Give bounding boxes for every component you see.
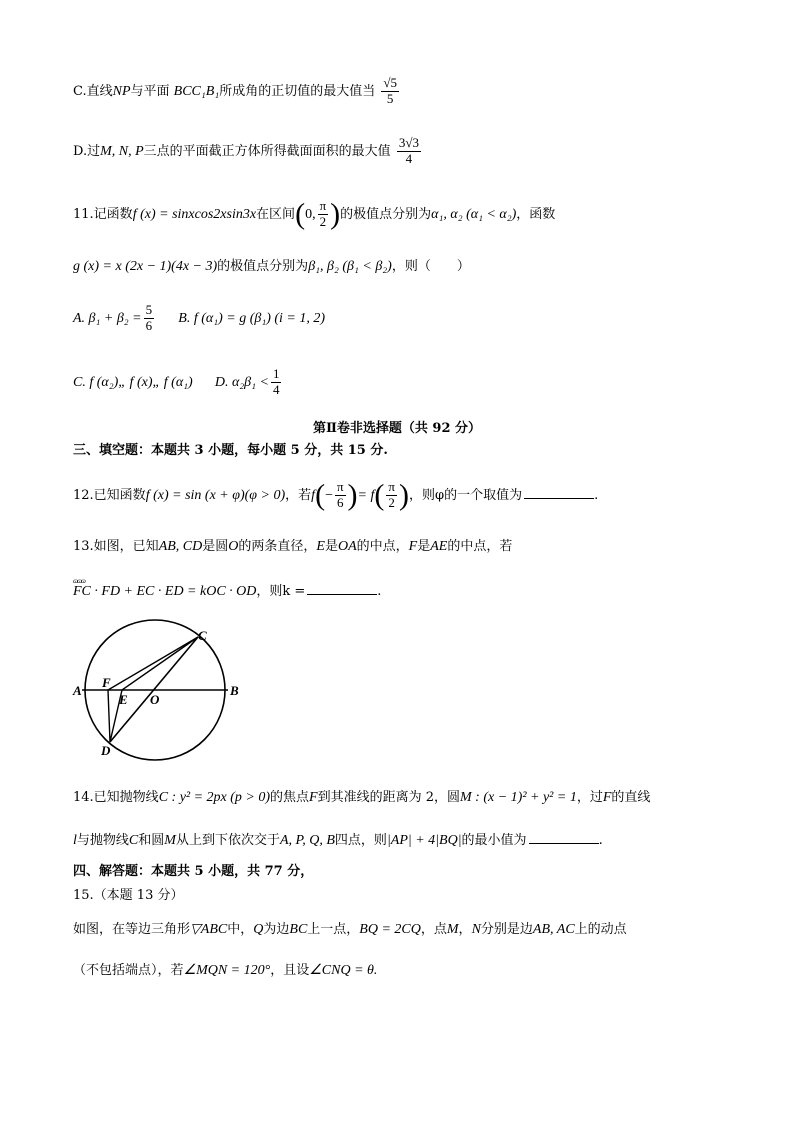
option-d-line: D.过M, N, P三点的平面截正方体所得截面面积的最大值 $\frac{3√3}{4}$	[73, 135, 419, 166]
q14-line1: 14.已知抛物线C : y² = 2px (p > 0)的焦点F到其准线的距离为 2，圆M : (x − 1)² + y² = 1，过F的直线	[73, 790, 651, 805]
q13-line2: ɷɷɷ FC · FD + EC · ED = kOC · OD，则k = .	[73, 582, 381, 601]
option-c-line: C.直线NP与平面 BCC₁B₁所成角的正切值的最大值当 $\frac{√5}{5}$	[73, 75, 397, 106]
answer-section-title: 四、解答题：本题共 5 小题，共 77 分，	[73, 864, 314, 879]
label-c: C	[198, 628, 207, 643]
q11-options-cd	[73, 367, 301, 398]
circle-diagram	[70, 615, 250, 765]
q11-options-ab	[73, 303, 343, 334]
vector-expression: ɷɷɷ FC · FD + EC · ED = kOC · OD	[73, 584, 256, 601]
q15-line2: （不包括端点），若∠MQN = 120°，且设∠CNQ = θ.	[73, 963, 378, 978]
section2-title: 第Ⅱ卷非选择题（共 92 分）	[312, 421, 482, 436]
fraction-sqrt5-over-5: $\frac{√5}{5}$	[383, 75, 397, 106]
q13-answer-blank[interactable]	[307, 582, 377, 595]
q11-option-d: D. α₂β₁ < $\frac{1}{4}$	[214, 366, 280, 397]
q15-line1: 如图，在等边三角形▽ABC中，Q为边BC上一点，BQ = 2CQ，点M，N分别是边AB, AC上的动点	[73, 922, 627, 937]
q14-answer-blank[interactable]	[529, 831, 599, 844]
q12-answer-blank[interactable]	[524, 486, 594, 499]
segment-fd	[108, 690, 110, 742]
label-a: A	[73, 683, 82, 698]
fill-in-section-title: 三、填空题：本题共 3 小题，每小题 5 分，共 15 分.	[73, 443, 388, 458]
label-d: D	[101, 743, 111, 758]
fraction-pi-over-2: $\frac{\pi}{2}$	[319, 198, 327, 229]
q11-option-b: B. f (α₁) = g (β₁) (i = 1, 2)	[178, 310, 326, 326]
label-o: O	[150, 692, 160, 707]
segment-fc	[108, 637, 198, 690]
q11-option-c: C. f (α₂)„ f (x)„ f (α₁)	[73, 374, 193, 390]
fraction-3sqrt3-over-4: $\frac{3√3}{4}$	[398, 135, 419, 166]
q14-line2: l与抛物线C和圆M从上到下依次交于A, P, Q, B四点，则|AP| + 4|BQ|的最小值为 .	[73, 833, 603, 848]
label-b: B	[230, 683, 239, 698]
label-f: F	[102, 675, 111, 690]
label-e: E	[119, 692, 128, 707]
q15-header: 15.（本题 13 分）	[73, 888, 184, 903]
q12-line: 12.已知函数f (x) = sin (x + φ)(φ > 0)，若f(− $\frac{\pi}{6}$ )= f( $\frac{\pi}{2}$ )，则φ的一个取值为 .	[73, 478, 599, 512]
q11-line2: g (x) = x (2x − 1)(4x − 3)的极值点分别为β₁, β₂ (β₁ < β₂)，则（ ）	[73, 259, 470, 274]
q11-line1: 11.记函数f (x) = sinxcos2xsin3x在区间(0, $\frac{\pi}{2}$ )的极值点分别为α₁, α₂ (α₁ < α₂)，函数	[73, 197, 556, 231]
q11-option-a: A. β₁ + β₂ = $\frac{5}{6}$	[73, 302, 153, 333]
q13-line1: 13.如图，已知AB, CD是圆O的两条直径，E是OA的中点，F是AE的中点，若	[73, 539, 513, 554]
